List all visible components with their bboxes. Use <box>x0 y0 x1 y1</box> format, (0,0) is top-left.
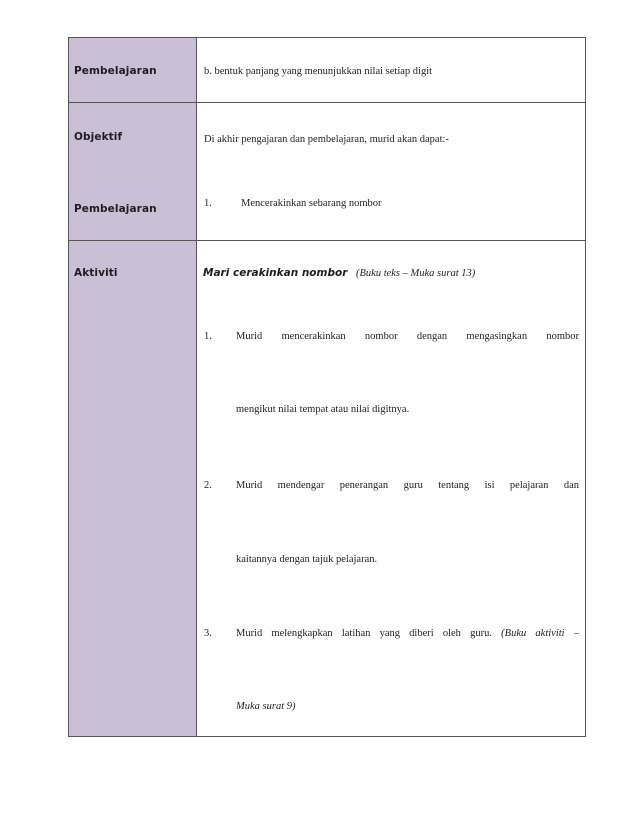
label-pembelajaran-objektif: Pembelajaran <box>74 203 157 215</box>
aktiviti-item-line: Muka surat 9) <box>236 701 296 712</box>
aktiviti-item-number: 1. <box>204 331 212 342</box>
label-pembelajaran: Pembelajaran <box>74 65 157 77</box>
objektif-item-text: Mencerakinkan sebarang nombor <box>241 198 382 209</box>
objektif-intro: Di akhir pengajaran dan pembelajaran, murid akan dapat:- <box>204 134 449 145</box>
label-objektif: Objektif <box>74 131 123 143</box>
aktiviti-heading: Mari cerakinkan nombor <box>203 267 348 279</box>
aktiviti-item-number: 3. <box>204 628 212 639</box>
aktiviti-item-number: 2. <box>204 480 212 491</box>
aktiviti-item-ref: (Buku aktiviti – <box>501 628 580 639</box>
aktiviti-heading-ref: (Buku teks – Muka surat 13) <box>356 268 476 279</box>
aktiviti-item-line <box>236 628 579 639</box>
aktiviti-item-line: mengikut nilai tempat atau nilai digitnya. <box>236 404 410 415</box>
aktiviti-item-line: Murid mendengar penerangan guru tentang isi pelajaran dan <box>236 480 579 491</box>
pembelajaran-content: b. bentuk panjang yang menunjukkan nilai setiap digit <box>204 66 433 77</box>
aktiviti-heading-line <box>203 267 475 279</box>
row-divider <box>69 102 585 103</box>
aktiviti-item-line: kaitannya dengan tajuk pelajaran. <box>236 554 378 565</box>
lesson-plan-table <box>68 37 586 737</box>
row-divider <box>69 240 585 241</box>
aktiviti-item-line: Murid mencerakinkan nombor dengan mengasingkan nombor <box>236 331 579 342</box>
label-aktiviti: Aktiviti <box>74 267 118 279</box>
objektif-item-number: 1. <box>204 198 212 209</box>
aktiviti-item-text: Murid melengkapkan latihan yang diberi oleh guru. <box>236 628 492 639</box>
